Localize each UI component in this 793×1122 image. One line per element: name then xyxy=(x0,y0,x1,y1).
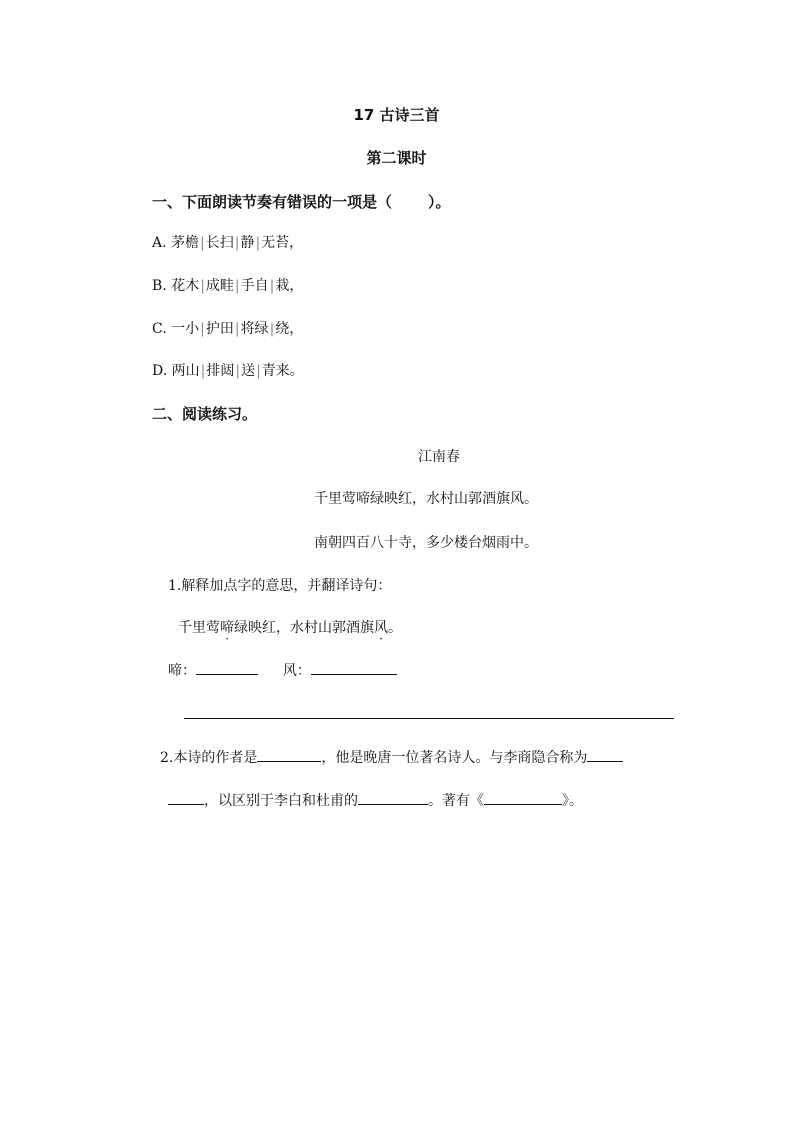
dotted-char-feng: 风 xyxy=(374,620,388,636)
answer-blank-paired-name-part1[interactable] xyxy=(587,747,623,762)
rhythm-segment: 花木 xyxy=(171,278,200,294)
rhythm-divider: | xyxy=(200,321,205,337)
q1-stem-prefix: 一、下面朗读节奏有错误的一项是（ xyxy=(152,193,393,211)
option-end-punct: ， xyxy=(289,235,304,251)
answer-blank-paired-name-part2[interactable] xyxy=(168,790,204,805)
poem-title: 江南春 xyxy=(418,449,460,465)
option-end-punct: ， xyxy=(289,278,304,294)
sub2-text: 2.本诗的作者是 xyxy=(160,750,258,766)
q2-heading: 二、阅读练习。 xyxy=(152,405,258,423)
answer-blank-contrast-name[interactable] xyxy=(358,790,428,805)
rhythm-segment: 绕 xyxy=(275,321,290,337)
rhythm-divider: | xyxy=(200,363,206,379)
rhythm-segment: 青来 xyxy=(261,363,290,379)
answer-blank-author[interactable] xyxy=(257,747,321,762)
sub1-quote xyxy=(178,617,402,637)
rhythm-divider: | xyxy=(200,278,205,294)
sub2-text: 。著有《 xyxy=(428,793,484,809)
rhythm-segment: 一小 xyxy=(171,321,200,337)
rhythm-divider: | xyxy=(234,321,240,337)
quote-text: 千里莺 xyxy=(178,620,220,636)
rhythm-divider: | xyxy=(269,278,275,294)
poem-line-2: 南朝四百八十寺，多少楼台烟雨中。 xyxy=(314,535,538,551)
lesson-title: 17 古诗三首 xyxy=(353,106,440,124)
rhythm-segment: 排闼 xyxy=(206,363,235,379)
sub2-text: 》。 xyxy=(562,793,583,809)
rhythm-segment: 手自 xyxy=(240,278,269,294)
rhythm-divider: | xyxy=(234,235,240,251)
rhythm-divider: | xyxy=(235,363,241,379)
rhythm-divider: | xyxy=(256,363,261,379)
rhythm-segment: 静 xyxy=(240,235,255,251)
rhythm-segment: 将绿 xyxy=(240,321,269,337)
sub2-text: ，以区别于李白和杜甫的 xyxy=(204,793,358,809)
sub2-text: ，他是晚唐一位著名诗人。与李商隐合称为 xyxy=(321,750,588,766)
sub1-answers xyxy=(168,660,397,680)
answer-blank-feng[interactable] xyxy=(311,660,397,675)
option-letter: D. xyxy=(152,363,168,379)
period-title: 第二课时 xyxy=(366,149,427,167)
rhythm-divider: | xyxy=(234,278,240,294)
quote-text: 绿映红，水村山郭酒旗 xyxy=(234,620,374,636)
option-end-punct: ， xyxy=(289,321,304,337)
sub1-prompt: 1.解释加点字的意思，并翻译诗句： xyxy=(168,578,392,594)
q1-stem-suffix: ）。 xyxy=(428,193,451,211)
rhythm-segment: 栽 xyxy=(275,278,290,294)
rhythm-divider: | xyxy=(269,321,275,337)
q1-stem xyxy=(152,191,451,212)
rhythm-segment: 送 xyxy=(241,363,256,379)
q1-option-b xyxy=(152,275,303,295)
sub2-line-1 xyxy=(160,747,623,767)
option-letter: C. xyxy=(152,321,167,337)
dotted-char-ti: 啼 xyxy=(220,620,234,636)
rhythm-divider: | xyxy=(255,235,261,251)
q1-option-a xyxy=(152,232,303,252)
option-letter: B. xyxy=(152,278,167,294)
rhythm-segment: 长扫 xyxy=(205,235,234,251)
option-end-punct: 。 xyxy=(289,363,304,379)
rhythm-segment: 成畦 xyxy=(205,278,234,294)
q1-option-d xyxy=(152,360,304,380)
answer-blank-ti[interactable] xyxy=(196,660,258,675)
q1-option-c xyxy=(152,318,303,338)
rhythm-divider: | xyxy=(200,235,205,251)
sub2-line-2 xyxy=(168,790,583,810)
rhythm-segment: 茅檐 xyxy=(171,235,200,251)
label-feng: 风： xyxy=(282,663,311,679)
rhythm-segment: 两山 xyxy=(171,363,200,379)
rhythm-segment: 护田 xyxy=(205,321,234,337)
rhythm-segment: 无苔 xyxy=(261,235,290,251)
translation-answer-line[interactable] xyxy=(184,718,674,719)
quote-text: 。 xyxy=(388,620,402,636)
label-ti: 啼： xyxy=(168,663,196,679)
poem-line-1: 千里莺啼绿映红，水村山郭酒旗风。 xyxy=(314,491,538,507)
option-letter: A. xyxy=(152,235,167,251)
answer-blank-work-title[interactable] xyxy=(484,790,562,805)
